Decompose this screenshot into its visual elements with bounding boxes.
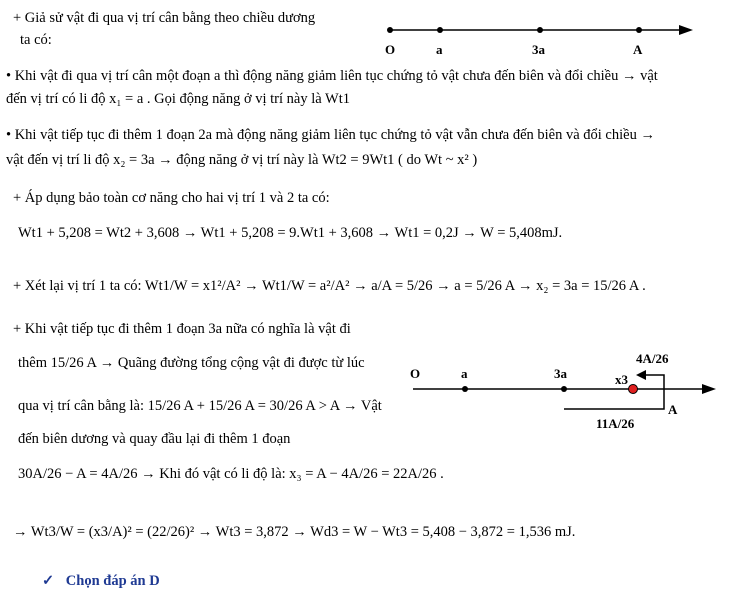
- number-line-2: [398, 348, 728, 438]
- para2-line-1: • Khi vật tiếp tục đi thêm 1 đoạn 2a mà động năng giảm liên tục chứng tỏ vật vẫn chưa đến biên và đổi chiều →: [6, 127, 655, 143]
- para5-line-3: qua vị trí cân bằng là: 15/26 A + 15/26 A = 30/26 A > A → Vật: [18, 398, 382, 414]
- axis1-label-o: O: [385, 42, 396, 57]
- para2-line-2: vật đến vị trí li độ x₂ = 3a → động năng ở vị trí này là Wt2 = 9Wt1 ( do Wt ~ x² ): [6, 152, 478, 168]
- answer-line: [42, 572, 160, 590]
- axis1-label-amp: A: [633, 42, 643, 57]
- point-3a: [537, 27, 543, 33]
- point-amp: [636, 27, 642, 33]
- axis2-bottom-label: 11A/26: [596, 416, 635, 431]
- para5-line-4: đến biên dương và quay đầu lại đi thêm 1 đoạn: [18, 431, 291, 447]
- para5-line-2: thêm 15/26 A → Quãng đường tổng cộng vật đi được từ lúc: [18, 355, 365, 371]
- point-a: [437, 27, 443, 33]
- x3-marker: [629, 385, 638, 394]
- para1-line-2: đến vị trí có li độ x₁ = a . Gọi động năng ở vị trí này là Wt1: [6, 91, 351, 107]
- answer-text: Chọn đáp án D: [65, 573, 160, 589]
- para3-line-1: + Áp dụng bảo toàn cơ năng cho hai vị trí 1 và 2 ta có:: [13, 190, 330, 206]
- para3-equation: Wt1 + 5,208 = Wt2 + 3,608 → Wt1 + 5,208 = 9.Wt1 + 3,608 → Wt1 = 0,2J → W = 5,408mJ.: [18, 225, 563, 241]
- axis1-label-a: a: [436, 42, 443, 57]
- para6-equation: → Wt3/W = (x3/A)² = (22/26)² → Wt3 = 3,872 → Wd3 = W − Wt3 = 5,408 − 3,872 = 1,536 mJ.: [13, 524, 576, 540]
- number-line-1: [375, 16, 705, 62]
- para4-equation: [13, 266, 646, 306]
- para4-text: + Xét lại vị trí 1 ta có: Wt1/W = x1²/A² → Wt1/W = a²/A² → a/A = 5/26 → a = 5/26 A → x₂ = 3a = 15/26 A .: [13, 278, 646, 294]
- axis2-label-a: a: [461, 366, 468, 381]
- point-o: [387, 27, 393, 33]
- axis2-label-amp: A: [668, 402, 678, 417]
- axis2-label-x3: x3: [615, 372, 628, 387]
- intro-line-1: + Giả sử vật đi qua vị trí cân bằng theo chiều dương: [13, 10, 316, 26]
- check-icon: ✓: [42, 573, 55, 589]
- para1-line-1: • Khi vật đi qua vị trí cân một đoạn a thì động năng giảm liên tục chứng tỏ vật chưa đến biên và đổi chiều → vật: [6, 68, 658, 84]
- axis2-point-3a: [561, 386, 567, 392]
- para5-line-5: 30A/26 − A = 4A/26 → Khi đó vật có li độ là: x₃ = A − 4A/26 = 22A/26 .: [18, 466, 444, 482]
- axis2-label-o: O: [410, 366, 421, 381]
- para5-line-1: + Khi vật tiếp tục đi thêm 1 đoạn 3a nữa có nghĩa là vật đi: [13, 321, 351, 337]
- axis2-point-a: [462, 386, 468, 392]
- axis2-top-label: 4A/26: [636, 351, 669, 366]
- axis2-label-3a: 3a: [554, 366, 567, 381]
- axis1-label-3a: 3a: [532, 42, 545, 57]
- intro-line-2: ta có:: [20, 32, 52, 48]
